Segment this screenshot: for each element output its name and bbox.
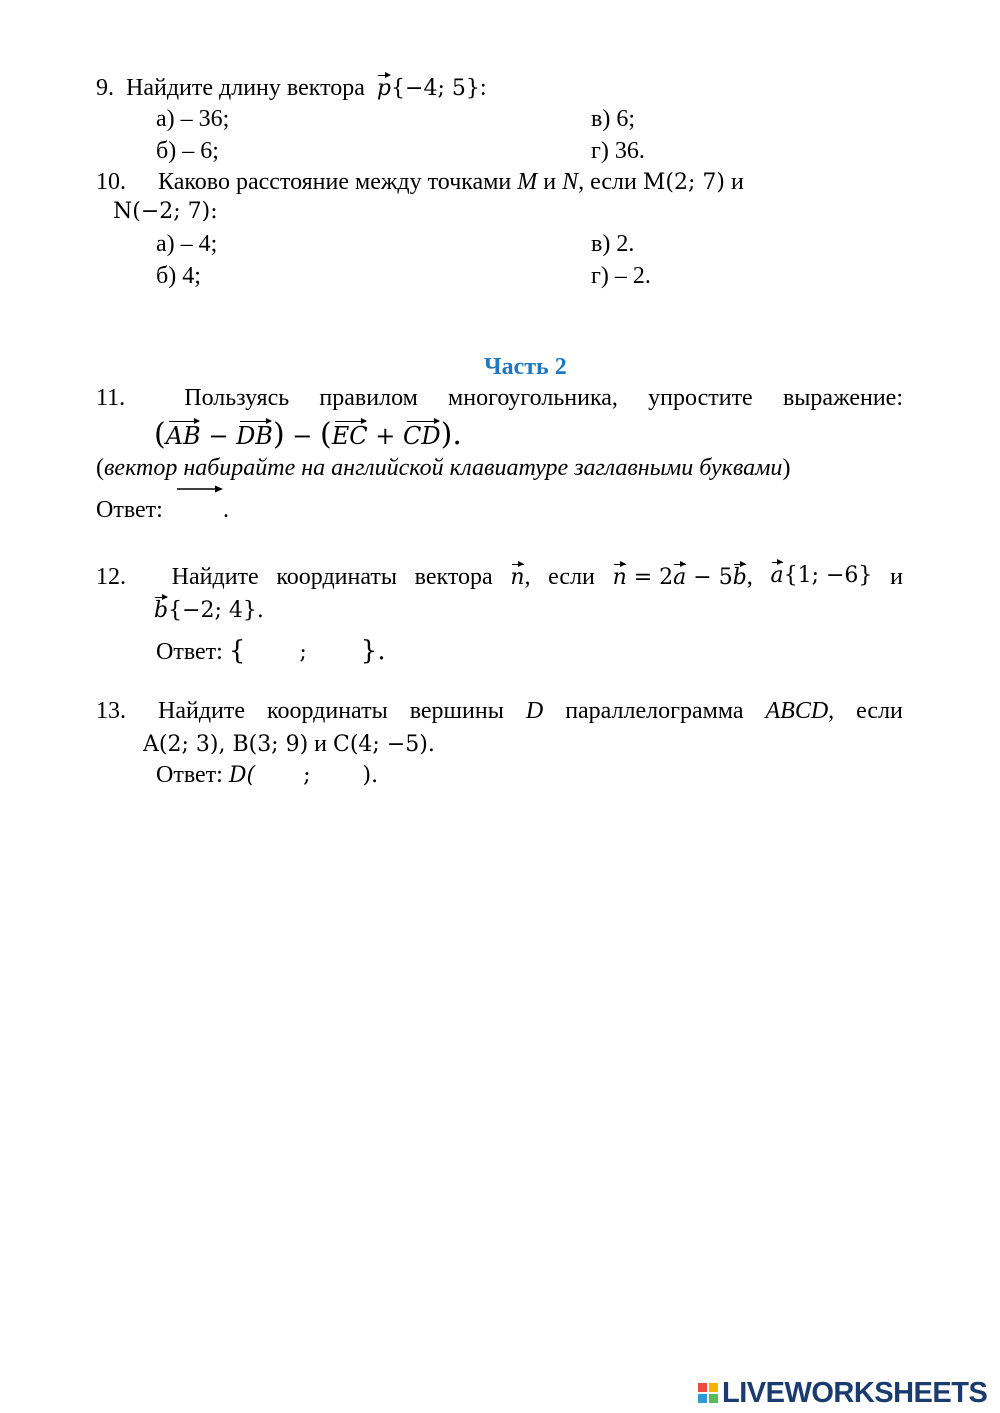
q11-word: выражение:: [782, 385, 903, 411]
q10-point-n: N: [562, 169, 579, 195]
q10-n-coords: N(−2; 7):: [113, 199, 218, 224]
q12-a-var: a: [770, 563, 784, 588]
q11-vector-db: DB: [236, 422, 273, 450]
q11-word: упростите: [648, 385, 753, 411]
q12-answer-label: Ответ:: [156, 639, 223, 665]
q11-paren: (: [320, 417, 332, 452]
q12-and: и: [890, 564, 903, 590]
q9-line: [96, 76, 487, 100]
q12-answer: [156, 638, 386, 665]
q13-answer-x-input[interactable]: [261, 764, 297, 788]
q10-and: и: [543, 169, 557, 195]
q11-answer-input[interactable]: [178, 496, 222, 522]
logo-grid-icon: [698, 1383, 718, 1403]
q13-number: 13.: [96, 698, 126, 724]
q10-option-v: в) 2.: [591, 231, 635, 257]
q11-word: правилом: [319, 385, 418, 411]
q11-paren: ): [272, 417, 285, 452]
q13-word: если: [856, 698, 903, 724]
q10-option-g: г) – 2.: [591, 263, 651, 289]
q12-eq-coef: = 2: [626, 565, 674, 590]
q9-text: Найдите длину вектора: [126, 75, 365, 101]
q12-comma: ,: [524, 564, 531, 590]
q13-answer-label: Ответ:: [156, 762, 223, 788]
q9-colon: :: [479, 75, 487, 101]
logo-text: LIVEWORKSHEETS: [722, 1376, 988, 1409]
q11-answer-arrow-icon: [177, 484, 223, 494]
q12-vector-n: n: [510, 565, 525, 590]
part2-heading: Часть 2: [484, 354, 567, 380]
q9-option-a: а) – 36;: [156, 106, 230, 132]
q12-eq-n: n: [612, 565, 627, 590]
q13-answer: [156, 763, 378, 788]
q11-note-text: вектор набирайте на английской клавиатуре заглавными буквами: [104, 455, 783, 481]
q9-vector: p: [376, 76, 392, 101]
q12-word: координаты: [276, 564, 398, 590]
q12-answer-sep: ;: [299, 640, 307, 665]
q11-vector-cd: CD: [403, 422, 441, 450]
q11-paren: ).: [440, 417, 462, 452]
q11-word: Пользуясь: [184, 385, 290, 411]
q11-note-paren: (: [96, 455, 104, 481]
q12-b-var: b: [154, 598, 169, 623]
q10-text: Каково расстояние между точками: [158, 169, 512, 195]
q11-op: +: [367, 422, 404, 450]
q12-b-coords: {−2; 4}.: [168, 598, 264, 623]
q11-paren: (: [154, 417, 166, 452]
q9-option-b: б) – 6;: [156, 138, 219, 164]
q12-answer-x-input[interactable]: [251, 641, 293, 665]
q13-word: параллелограмма: [565, 698, 744, 724]
q11-answer-label: Ответ:: [96, 497, 163, 523]
q13-point-c: C(4; −5).: [333, 732, 435, 757]
q12-a-coords: {1; −6}: [783, 563, 873, 588]
q12-n-group: [510, 565, 530, 589]
q11-number: 11.: [96, 385, 126, 411]
q11-word: многоугольника,: [448, 385, 618, 411]
q12-answer-brace: {: [228, 636, 246, 666]
q11-op: −: [284, 422, 321, 450]
q13-word-abcd: ABCD,: [765, 698, 835, 724]
q13-answer-close: ).: [362, 763, 379, 788]
q13-answer-open: D(: [228, 763, 256, 788]
q13-word: координаты: [267, 698, 388, 724]
q13-word: Найдите: [158, 698, 246, 724]
q13-word-d: D: [525, 698, 544, 724]
q12-word: вектора: [414, 564, 493, 590]
q12-eq-a: a: [673, 565, 687, 590]
q10-number: 10.: [96, 169, 126, 195]
q10-option-b: б) 4;: [156, 263, 201, 289]
q10-option-a: а) – 4;: [156, 231, 218, 257]
q11-note: [96, 456, 790, 480]
q11-answer-end: .: [223, 497, 229, 523]
q10-point-m: M: [517, 169, 538, 195]
q11-expression: [154, 417, 462, 452]
q11-op: −: [200, 422, 237, 450]
q10-if: , если: [578, 169, 637, 195]
q12-if: если: [548, 564, 595, 590]
q13-line1: [96, 699, 903, 723]
q13-answer-sep: ;: [303, 763, 311, 788]
q10-m-coords: M(2; 7): [642, 170, 725, 195]
q12-eq-b: b: [732, 565, 747, 590]
q11-line1: [96, 386, 903, 410]
q12-word: Найдите: [171, 564, 259, 590]
q12-line2: [154, 600, 264, 622]
q13-and: и: [314, 731, 328, 757]
q12-equation: [613, 565, 753, 589]
q13-points-ab: A(2; 3), B(3; 9): [143, 732, 309, 757]
q9-coords: {−4; 5}: [391, 76, 480, 101]
q12-answer-brace: }.: [360, 636, 386, 666]
q12-a-group: [770, 565, 872, 589]
q10-line1: [96, 170, 744, 194]
q11-vector-ec: EC: [331, 422, 368, 450]
q12-comma: ,: [746, 564, 753, 590]
q13-word: вершины: [409, 698, 504, 724]
q12-eq-minus: − 5: [686, 565, 733, 590]
q11-note-paren: ): [782, 455, 791, 481]
liveworksheets-logo: [698, 1378, 994, 1408]
q12-answer-y-input[interactable]: [313, 641, 355, 665]
q13-answer-y-input[interactable]: [316, 764, 356, 788]
q9-number: 9.: [96, 75, 114, 101]
q12-line1: [96, 565, 903, 589]
q10-and2: и: [730, 169, 744, 195]
q13-line2: [143, 732, 435, 756]
q11-vector-ab: AB: [165, 422, 201, 450]
q12-number: 12.: [96, 564, 126, 590]
q9-option-g: г) 36.: [591, 138, 645, 164]
q9-option-v: в) 6;: [591, 106, 635, 132]
